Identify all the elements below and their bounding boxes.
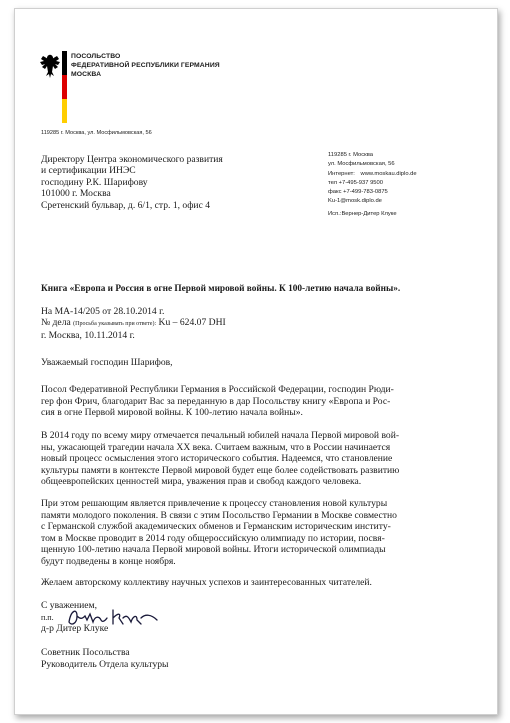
reference-block [41, 306, 226, 341]
embassy-line-2: ФЕДЕРАТИВНОЙ РЕСПУБЛИКИ ГЕРМАНИЯ [71, 62, 220, 69]
sender-tel: тел +7-495-937 9500 [328, 179, 383, 186]
reference-line: На МА-14/205 от 28.10.2014 г. [41, 306, 165, 317]
federal-eagle-icon [39, 53, 61, 79]
signer-name: д-р Дитер Клуке [41, 623, 109, 634]
signer-position: Советник Посольства Руководитель Отдела культуры [41, 647, 169, 670]
sender-city: 119285 г. Москва [328, 152, 373, 158]
place-date: г. Москва, 10.11.2014 г. [41, 330, 135, 341]
recipient-line: господину Р.К. Шарифову [41, 176, 148, 188]
recipient-block [41, 154, 223, 211]
paragraph-1: Посол Федеративной Республики Германия в Российской Федерации, господин Рюди- гер фон Фрич, благодарит Вас за переданную в дар Посольству книгу «Европа и Рос- сия в огне Первой мировой войны. К 100-летию начала войны». [41, 384, 394, 419]
sender-fax: факс +7-499-783-0875 [328, 189, 388, 196]
embassy-line-1: ПОСОЛЬСТВО [71, 53, 121, 60]
sender-street: ул. Мосфильмовская, 56 [328, 161, 395, 168]
letter-page [14, 8, 498, 715]
sender-internet: Интернет: www.moskau.diplo.de [328, 170, 417, 177]
pp-mark: п.п. [41, 613, 54, 622]
recipient-line: 101000 г. Москва [41, 188, 111, 200]
recipient-line: и сертификации ИНЭС [41, 165, 136, 177]
recipient-line: Сретенский бульвар, д. 6/1, стр. 1, офис 4 [41, 199, 211, 211]
sender-email[interactable]: Ku-1@mosk.diplo.de [328, 198, 382, 205]
stripe-red [62, 75, 67, 99]
stripe-black [62, 51, 67, 75]
paragraph-4: Желаем авторскому коллективу научных успехов и заинтересованных читателей. [41, 577, 372, 588]
sender-executor: Исп.:Вернер-Дитер Клуке [328, 210, 397, 217]
embassy-line-3: МОСКВА [71, 71, 102, 78]
closing: С уважением, [41, 600, 98, 611]
subject-line: Книга «Европа и Россия в огне Первой мировой войны. К 100-летию начала войны». [41, 284, 401, 294]
paragraph-3: При этом решающим является привлечение к процессу становления новой культуры памяти молодого поколения. В связи с этим Посольство Германии в Москве совместно с Германской службой академических обменов и Германским историческим институ- том в Москве проводит в 2014 году общероссийскую олимпиаду по истории, посвя- щенную 100-летию начала Первой мировой войны. Итоги исторической олимпиады будут подведены в конце ноября. [41, 498, 397, 567]
case-number: № дела (Просьба указывать при ответе): Ku – 624.07 DHI [41, 317, 226, 328]
sender-info [328, 151, 417, 219]
return-address: 119285 г. Москва, ул. Мосфильмовская, 56 [41, 130, 152, 136]
embassy-header [71, 52, 220, 79]
salutation: Уважаемый господин Шарифов, [41, 357, 173, 368]
recipient-line: Директору Центра экономического развития [41, 154, 223, 165]
paragraph-2: В 2014 году по всему миру отмечается печальный юбилей начала Первой мировой вой- ны, ужасающей трагедии начала XX века. Считаем важным, что в России начинается новый процесс осмысления этого исторического события. Надеемся, что становление культуры памяти в контексте Первой мировой будет еще более содействовать развитию общеевропейских ценностей мира, уважения прав и свобод каждого человека. [41, 430, 400, 488]
flag-stripe [62, 51, 67, 123]
stripe-gold [62, 99, 67, 123]
